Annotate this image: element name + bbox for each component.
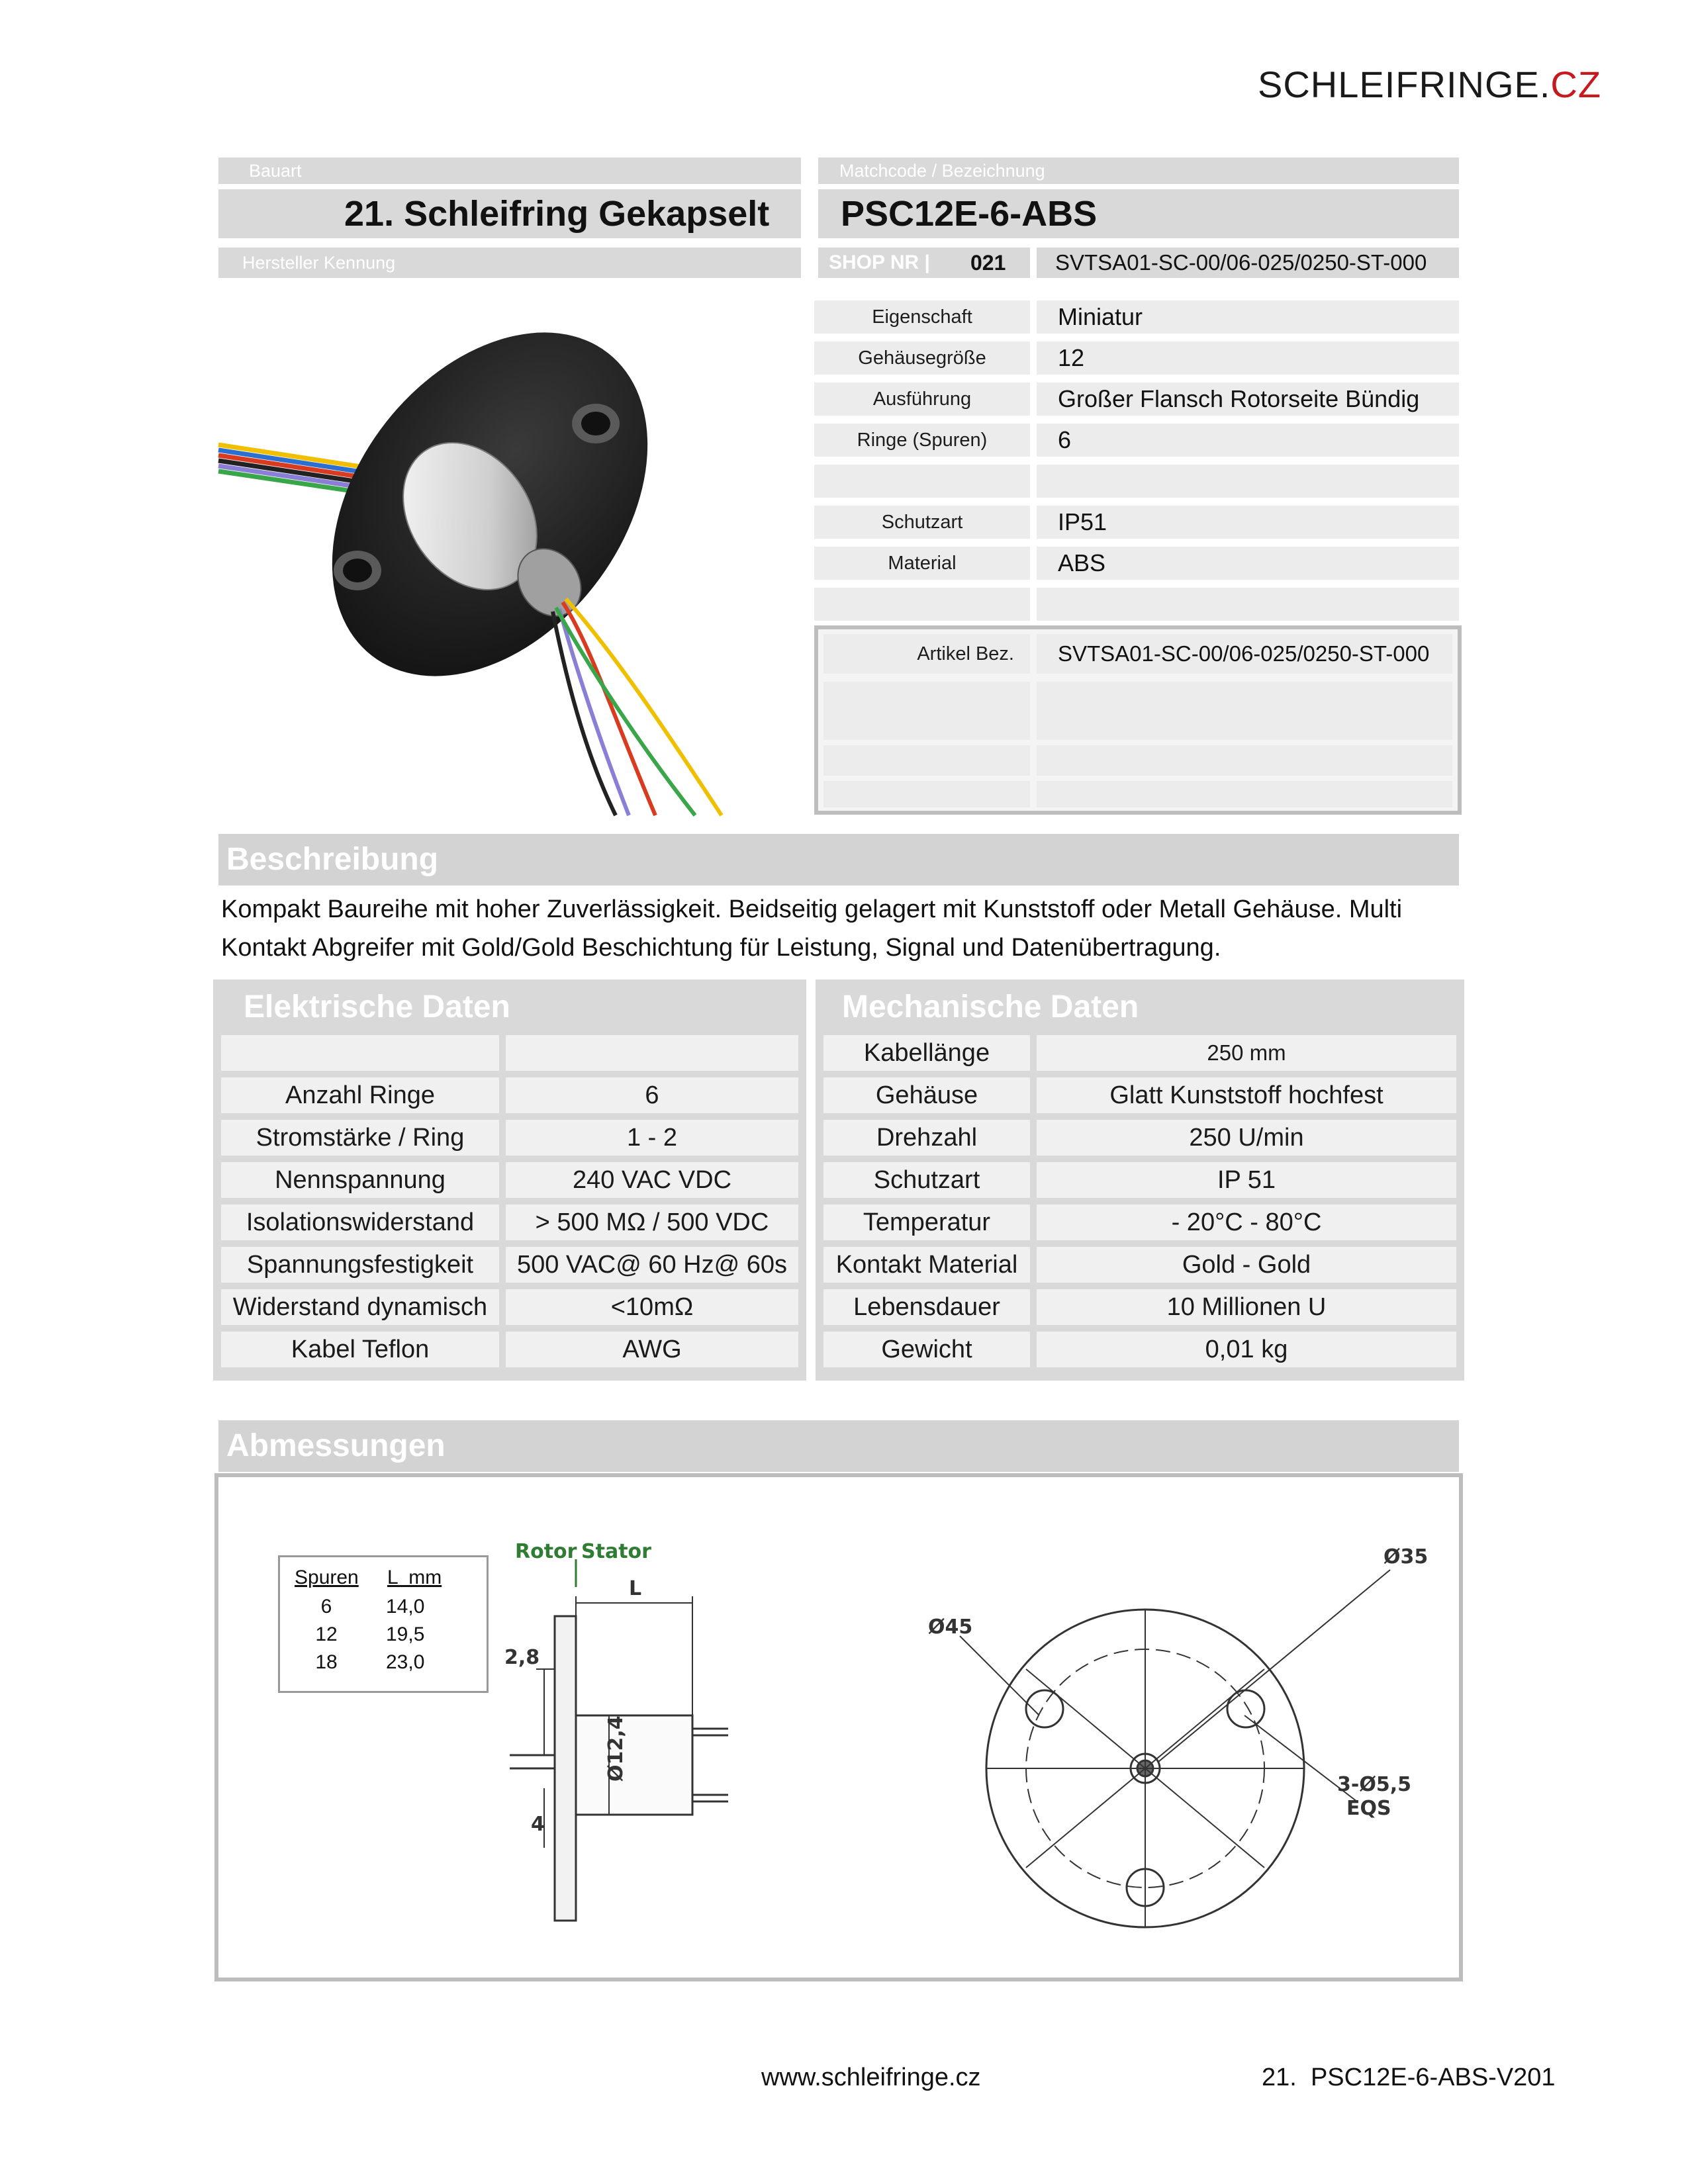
- property-label: Material: [814, 547, 1030, 580]
- shaft-offset-dim: 4: [531, 1813, 545, 1836]
- elektrisch-label: Spannungsfestigkeit: [221, 1247, 499, 1283]
- bolt-circle-dim: Ø35: [1383, 1545, 1429, 1569]
- artikel-label: Artikel Bez.: [823, 634, 1030, 674]
- elektrisch-label: [221, 1035, 499, 1071]
- property-label: [814, 465, 1030, 498]
- hole-dim: 3-Ø5,5: [1337, 1773, 1411, 1796]
- spuren-table: [278, 1555, 489, 1693]
- elektrisch-value: 1 - 2: [506, 1120, 798, 1156]
- body-diameter-dim: Ø12,4: [604, 1715, 628, 1782]
- artikel-empty-3: [823, 745, 1030, 776]
- property-label: Schutzart: [814, 506, 1030, 539]
- front-view-drawing: [814, 1490, 1463, 1967]
- mechanisch-value: IP 51: [1037, 1162, 1456, 1198]
- product-code: PSC12E-6-ABS: [841, 194, 1098, 234]
- series-bar: [218, 189, 801, 238]
- slip-ring-photo: [218, 298, 801, 815]
- bauart-bar: [218, 158, 801, 184]
- mechanisch-label: Kabellänge: [823, 1035, 1030, 1071]
- artikel-empty-5: [823, 781, 1030, 807]
- mechanisch-label: Gewicht: [823, 1332, 1030, 1367]
- abmessungen-heading: Abmessungen: [218, 1420, 1459, 1472]
- mechanisch-label: Schutzart: [823, 1162, 1030, 1198]
- mechanisch-value: - 20°C - 80°C: [1037, 1205, 1456, 1240]
- hersteller-code: SVTSA01-SC-00/06-025/0250-ST-000: [1055, 250, 1427, 275]
- property-label: Eigenschaft: [814, 300, 1030, 334]
- eqs-label: EQS: [1346, 1797, 1391, 1820]
- elektrisch-value: <10mΩ: [506, 1289, 798, 1325]
- shop-nr-label: SHOP NR |: [829, 251, 930, 273]
- brand-logo: [1258, 63, 1601, 106]
- property-value: Miniatur: [1037, 300, 1459, 334]
- beschreibung-text: Kompakt Baureihe mit hoher Zuverlässigkeit. Beidseitig gelagert mit Kunststoff oder Metall Gehäuse. Multi Kontakt Abgreifer mit Gold/Gold Beschichtung für Leistung, Signal und Datenübertragung.: [221, 895, 1403, 962]
- property-label: Ringe (Spuren): [814, 424, 1030, 457]
- matchcode-label: Matchcode / Bezeichnung: [839, 161, 1045, 181]
- matchcode-bar: [818, 158, 1459, 184]
- property-value: 12: [1037, 341, 1459, 375]
- elektrisch-value: 240 VAC VDC: [506, 1162, 798, 1198]
- mechanisch-value: 0,01 kg: [1037, 1332, 1456, 1367]
- property-value: 6: [1037, 424, 1459, 457]
- elektrisch-label: Isolationswiderstand: [221, 1205, 499, 1240]
- spuren-cell: 12: [315, 1623, 338, 1645]
- elektrisch-value: 500 VAC@ 60 Hz@ 60s: [506, 1247, 798, 1283]
- shop-nr-bar: [818, 248, 1030, 278]
- property-value: ABS: [1037, 547, 1459, 580]
- hersteller-code-bar: [1037, 248, 1459, 278]
- elektrisch-label: Nennspannung: [221, 1162, 499, 1198]
- footer-doc-id: 21. PSC12E-6-ABS-V201: [1262, 2064, 1556, 2091]
- product-photo: [218, 298, 801, 815]
- mechanisch-label: Drehzahl: [823, 1120, 1030, 1156]
- artikel-empty-4: [1037, 745, 1452, 776]
- hersteller-bar: [218, 248, 801, 278]
- elektrisch-label: Kabel Teflon: [221, 1332, 499, 1367]
- mechanisch-label: Gehäuse: [823, 1077, 1030, 1113]
- artikel-empty-2: [1037, 682, 1452, 740]
- product-bar: [818, 189, 1459, 238]
- property-value: [1037, 588, 1459, 621]
- elektrisch-label: Anzahl Ringe: [221, 1077, 499, 1113]
- rotor-label: Rotor: [515, 1540, 577, 1563]
- mechanisch-label: Kontakt Material: [823, 1247, 1030, 1283]
- spuren-header: Spuren: [295, 1567, 359, 1588]
- mechanische-daten-heading: Mechanische Daten: [842, 989, 1139, 1024]
- artikel-value: SVTSA01-SC-00/06-025/0250-ST-000: [1037, 634, 1452, 674]
- artikel-empty-6: [1037, 781, 1452, 807]
- series-title: 21. Schleifring Gekapselt: [344, 194, 770, 234]
- beschreibung-heading: Beschreibung: [218, 834, 1459, 886]
- dimension-drawing-frame: [214, 1473, 1463, 1981]
- artikel-empty-1: [823, 682, 1030, 740]
- length-cell: 23,0: [386, 1651, 425, 1673]
- outer-diameter-dim: Ø45: [928, 1615, 973, 1639]
- property-value: Großer Flansch Rotorseite Bündig: [1037, 383, 1459, 416]
- stator-label: Stator: [581, 1540, 651, 1563]
- mechanisch-value: Glatt Kunststoff hochfest: [1037, 1077, 1456, 1113]
- hersteller-label: Hersteller Kennung: [242, 253, 396, 273]
- property-value: [1037, 465, 1459, 498]
- mechanisch-value: 250 U/min: [1037, 1120, 1456, 1156]
- property-label: Ausführung: [814, 383, 1030, 416]
- elektrisch-value: [506, 1035, 798, 1071]
- spuren-cell: 6: [320, 1596, 332, 1617]
- spuren-cell: 18: [315, 1651, 338, 1673]
- length-cell: 14,0: [386, 1596, 425, 1617]
- property-label: Gehäusegröße: [814, 341, 1030, 375]
- mechanisch-label: Temperatur: [823, 1205, 1030, 1240]
- mechanisch-label: Lebensdauer: [823, 1289, 1030, 1325]
- mechanisch-value: 10 Millionen U: [1037, 1289, 1456, 1325]
- footer-url[interactable]: www.schleifringe.cz: [761, 2064, 981, 2091]
- length-dim: L: [629, 1577, 642, 1600]
- flange-thickness-dim: 2,8: [504, 1646, 540, 1669]
- length-cell: 19,5: [386, 1623, 425, 1645]
- elektrisch-label: Widerstand dynamisch: [221, 1289, 499, 1325]
- mechanisch-value: Gold - Gold: [1037, 1247, 1456, 1283]
- brand-name: SCHLEIFRINGE.: [1258, 64, 1551, 105]
- shop-nr-value: 021: [970, 251, 1006, 275]
- length-header: L mm: [387, 1567, 442, 1588]
- elektrisch-value: AWG: [506, 1332, 798, 1367]
- elektrische-daten-heading: Elektrische Daten: [244, 989, 510, 1024]
- mechanisch-value: 250 mm: [1037, 1035, 1456, 1071]
- elektrisch-value: 6: [506, 1077, 798, 1113]
- brand-tld: CZ: [1550, 64, 1602, 105]
- elektrisch-value: > 500 MΩ / 500 VDC: [506, 1205, 798, 1240]
- bauart-label: Bauart: [249, 161, 302, 181]
- elektrisch-label: Stromstärke / Ring: [221, 1120, 499, 1156]
- property-value: IP51: [1037, 506, 1459, 539]
- property-label: [814, 588, 1030, 621]
